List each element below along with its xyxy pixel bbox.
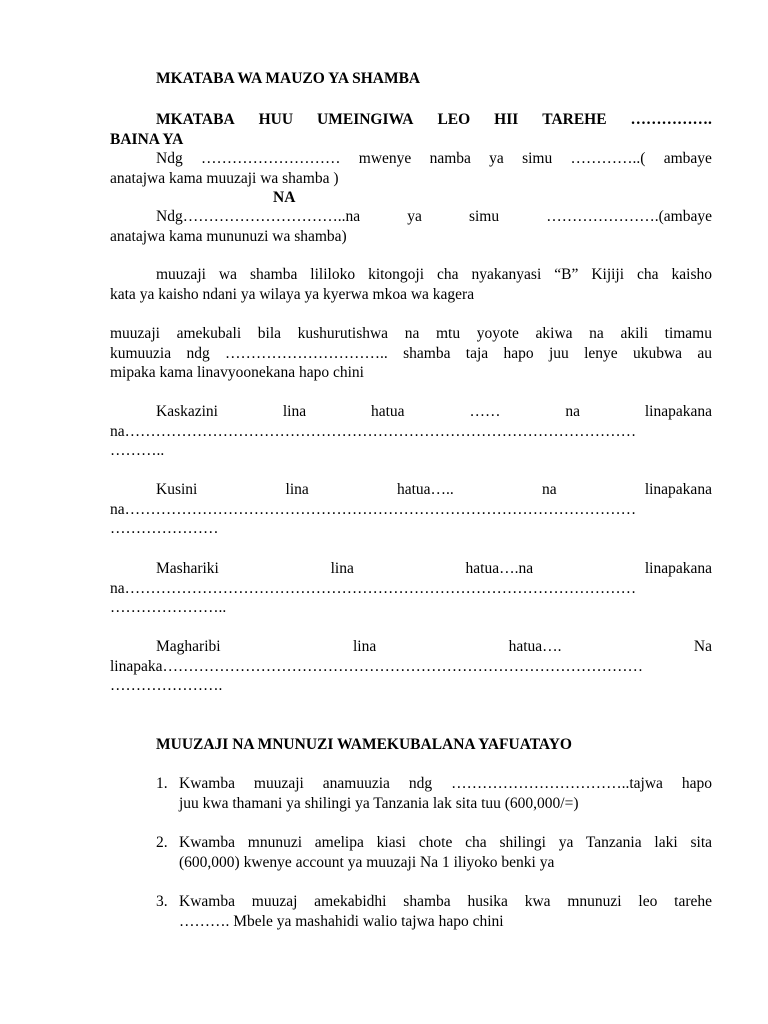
boundary-word: hatua….. bbox=[396, 481, 454, 498]
boundary-word: lina bbox=[352, 638, 377, 655]
buyer-party-paragraph bbox=[110, 207, 712, 246]
boundary-word: lina bbox=[285, 481, 309, 498]
term-item-1 bbox=[156, 774, 712, 813]
agreement-line-2: kumuuzia ndg ………………………….. shamba taja hapo juu lenye ukubwa au bbox=[110, 344, 712, 362]
term-3-line-2: ………. Mbele ya mashahidi walio tajwa hapo chini bbox=[179, 912, 504, 930]
boundary-word: linapakana bbox=[644, 560, 712, 577]
boundary-word: na bbox=[541, 481, 557, 498]
location-line-1: muuzaji wa shamba lililoko kitongoji cha nyakanyasi “B” Kijiji cha kaisho bbox=[156, 266, 712, 283]
agreement-line-1: muuzaji amekubali bila kushurutishwa na mtu yoyote akiwa na akili timamu bbox=[110, 325, 712, 342]
intro-word: HII bbox=[494, 111, 519, 128]
intro-word: UMEINGIWA bbox=[317, 111, 414, 128]
boundary-north-line-1 bbox=[110, 402, 712, 422]
buyer-line-1 bbox=[110, 207, 712, 227]
boundary-word: lina bbox=[282, 403, 307, 420]
boundary-direction: Mashariki bbox=[156, 560, 219, 577]
term-item-2 bbox=[156, 833, 712, 872]
buyer-word: ya bbox=[407, 208, 422, 225]
seller-word: ya bbox=[489, 150, 504, 167]
na-separator: NA bbox=[273, 189, 296, 206]
intro-word: TAREHE bbox=[542, 111, 607, 128]
buyer-line-2: anatajwa kama mununuzi wa shamba) bbox=[110, 227, 347, 245]
agreement-paragraph bbox=[110, 324, 712, 383]
seller-party-paragraph bbox=[110, 149, 712, 188]
intro-word: MKATABA bbox=[156, 111, 235, 128]
boundary-word: na bbox=[565, 403, 580, 420]
intro-line-1 bbox=[110, 110, 712, 130]
intro-line-2: BAINA YA bbox=[110, 130, 184, 148]
term-2-line-2: (600,000) kwenye account ya muuzaji Na 1 iliyoko benki ya bbox=[179, 853, 555, 871]
buyer-name-blank: Ndg…………………………..na bbox=[156, 208, 361, 225]
boundary-south-line-2: na……………………………………………………………………………………… bbox=[110, 500, 637, 518]
boundary-direction: Magharibi bbox=[156, 638, 221, 655]
intro-word: LEO bbox=[437, 111, 471, 128]
seller-name-blank: ……………………… bbox=[200, 150, 341, 167]
boundary-north-line-3: ……….. bbox=[110, 442, 165, 459]
location-paragraph bbox=[110, 265, 712, 304]
boundary-north bbox=[110, 402, 712, 461]
boundary-east-line-1 bbox=[110, 559, 712, 579]
boundary-direction: Kaskazini bbox=[156, 403, 218, 420]
seller-word: namba bbox=[429, 150, 471, 167]
boundary-word: hatua…. bbox=[508, 638, 562, 655]
seller-phone-blank: …………..( bbox=[570, 150, 646, 167]
buyer-phone-blank: ………………….(ambaye bbox=[546, 208, 712, 225]
boundary-word: linapakana bbox=[644, 481, 712, 498]
intro-paragraph bbox=[110, 110, 712, 149]
boundary-south-line-1 bbox=[110, 480, 712, 500]
boundary-word: Na bbox=[693, 638, 712, 655]
term-number: 3. bbox=[156, 893, 168, 910]
term-number: 1. bbox=[156, 775, 168, 792]
seller-line-1 bbox=[110, 149, 712, 169]
agreement-line-3: mipaka kama linavyoonekana hapo chini bbox=[110, 364, 364, 381]
boundary-word: linapakana bbox=[644, 403, 712, 420]
boundary-blank: …… bbox=[469, 403, 501, 420]
intro-word: HUU bbox=[258, 111, 294, 128]
document-title: MKATABA WA MAUZO YA SHAMBA bbox=[156, 70, 421, 87]
seller-word: mwenye bbox=[358, 150, 412, 167]
boundary-west-line-2: linapaka………………………………………………………………………………… bbox=[110, 657, 644, 675]
buyer-word: simu bbox=[468, 208, 500, 225]
boundary-south bbox=[110, 480, 712, 539]
boundary-word: hatua….na bbox=[465, 560, 534, 577]
seller-word: Ndg bbox=[156, 150, 183, 167]
term-1-line-2: juu kwa thamani ya shilingi ya Tanzania lak sita tuu (600,000/=) bbox=[179, 794, 579, 812]
term-number: 2. bbox=[156, 834, 168, 851]
location-line-2: kata ya kaisho ndani ya wilaya ya kyerwa mkoa wa kagera bbox=[110, 285, 475, 303]
terms-heading: MUUZAJI NA MNUNUZI WAMEKUBALANA YAFUATAYO bbox=[156, 736, 572, 753]
boundary-word: lina bbox=[330, 560, 354, 577]
boundary-east bbox=[110, 559, 712, 618]
term-3-line-1: Kwamba muuzaj amekabidhi shamba husika kwa mnunuzi leo tarehe bbox=[179, 893, 712, 910]
intro-date-blank: ……………. bbox=[630, 111, 712, 128]
term-2-line-1: Kwamba mnunuzi amelipa kiasi chote cha shilingi ya Tanzania laki sita bbox=[179, 834, 712, 851]
seller-word: ambaye bbox=[663, 150, 712, 167]
boundary-west-line-3: …………………. bbox=[110, 677, 223, 694]
boundary-east-line-2: na……………………………………………………………………………………… bbox=[110, 579, 637, 597]
boundary-direction: Kusini bbox=[156, 481, 198, 498]
term-item-3 bbox=[156, 892, 712, 931]
boundary-north-line-2: na……………………………………………………………………………………… bbox=[110, 422, 637, 440]
boundary-east-line-3: ………………….. bbox=[110, 599, 227, 616]
term-1-line-1: Kwamba muuzaji anamuuzia ndg ……………………………..tajwa hapo bbox=[179, 775, 712, 792]
seller-line-2: anatajwa kama muuzaji wa shamba ) bbox=[110, 169, 339, 187]
boundary-south-line-3: ………………… bbox=[110, 520, 219, 537]
seller-word: simu bbox=[522, 150, 553, 167]
boundary-west-line-1 bbox=[110, 637, 712, 657]
boundary-word: hatua bbox=[370, 403, 405, 420]
boundary-west bbox=[110, 637, 712, 696]
